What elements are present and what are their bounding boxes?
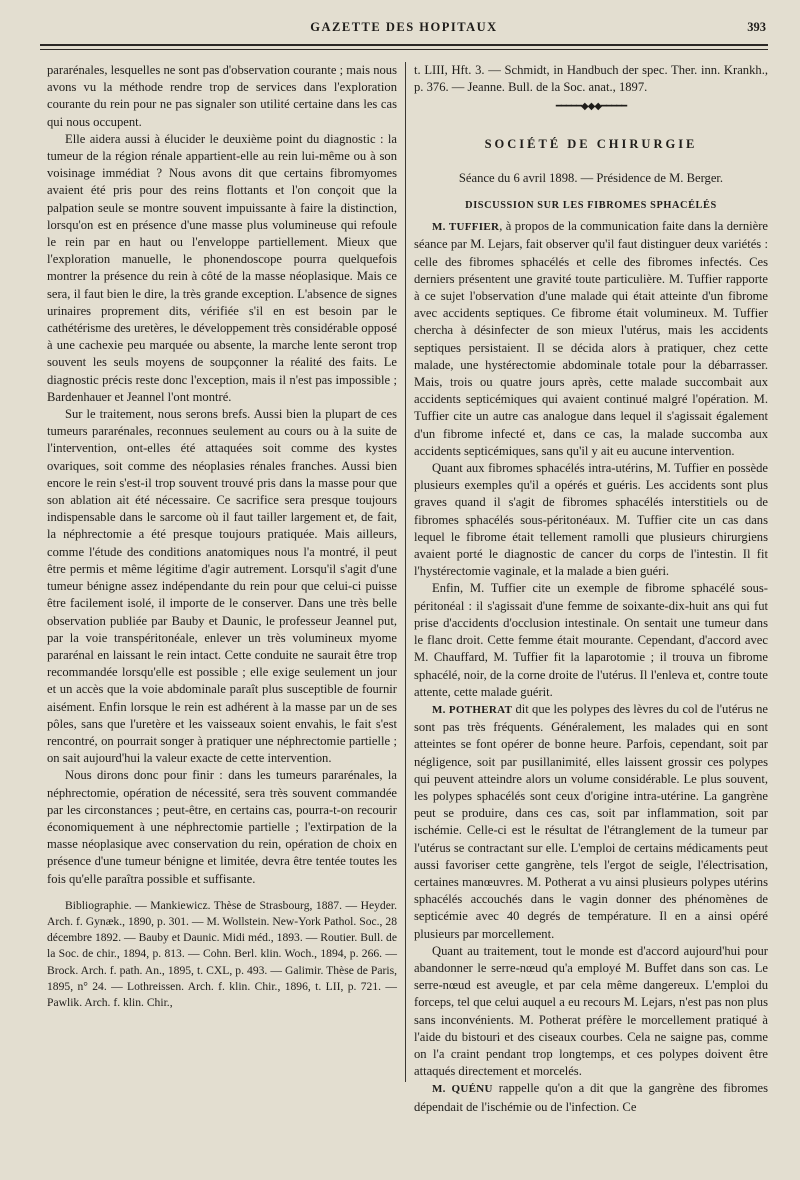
- page-header: [40, 20, 768, 38]
- column-divider: [405, 62, 406, 1082]
- paragraph: [414, 701, 768, 943]
- paragraph: pararénales, lesquelles ne sont pas d'observation courante ; mais nous avons vu la méthode rendre trop de services dans l'exploration courante du rein pour ne pas signaler son utilité certaine dans les cas qui nous occupent.: [47, 63, 397, 129]
- header-rule-thin: [40, 49, 768, 50]
- bibliography-continued: t. LIII, Hft. 3. — Schmidt, in Handbuch der spec. Ther. inn. Krankh., p. 376. — Jeanne. Bull. de la Soc. anat., 1897.: [414, 63, 768, 95]
- paragraph: Sur le traitement, nous serons brefs. Aussi bien la plupart de ces tumeurs pararénales, reconnues seulement au cours ou à la suite de l'intervention, ont-elles été attaquées soit comme des kystes ovariques, soit comme des néoplasies rénales franches. Aussi bien encore le rein s'est-il trop souvent trouvé pris dans la masse pour que son ablation ait été nécessaire. Ce sacrifice sera presque toujours indispensable dans le sarcome où il faut tailler largement et, de fait, la néphrectomie a été presque toujours pratiquée. Mais ailleurs, comme l'étude des conditions anatomiques nous l'a montré, il peut être permis et même légitime d'agir autrement. Lorsqu'il s'agit d'une tumeur bénigne assez indépendante du rein pour que celui-ci puisse être facilement isolé, il importe de le conserver. Dans une très belle observation publiée par Bauby et Daunic, le professeur Jeannel put, par la voie transpéritonéale, enlever un très volumineux myome pararénal en laissant le rein intact. Cette conduite ne saurait être trop recommandée lorsqu'elle est possible ; elle exige seulement un jour et un accès que la voie abdominale paraît plus susceptible de fournir aisément. Enfin lorsque le rein est adhérent à la masse par un de ses pôles, sans que l'uretère et les vaisseaux soient envahis, le fait s'est rencontré, on pourrait songer à pratiquer une néphrectomie partielle ; on sait aujourd'hui la valeur exacte de cette intervention.: [47, 407, 397, 766]
- paragraph: [414, 1080, 768, 1115]
- header-rule-thick: [40, 44, 768, 46]
- journal-title: GAZETTE DES HOPITAUX: [310, 20, 498, 34]
- paragraph: Elle aidera aussi à élucider le deuxième point du diagnostic : la tumeur de la région rénale appartient-elle au rein lui-même ou à son voisinage immédiat ? Nous avons dit que certains fibromyomes avaient été pris pour des reins flottants et l'on conçoit que la palpation seule se montre souvent impuissante à faire la distinction, lorsqu'on est en présence d'une masse plus volumineuse qui refoule le rein par en haut ou l'enveloppe partiellement. Mieux que l'exploration manuelle, le phonendoscope pourra quelquefois montrer la présence du rein à côté de la masse néoplasique. Mais ce sera, il faut bien le dire, la très grande exception. L'absence de signes urinaires proprement dits, vérifiée s'il en est besoin par le cathétérisme des uretères, le développement très considérable opposé à une cachexie peu marquée ou absente, la marche lente seront trop souvent les seuls moyens de soupçonner la réalité des faits. Le diagnostic précis reste donc l'exception, mais il n'est pas impossible ; Bardenhauer et Jeannel l'ont montré.: [47, 131, 397, 404]
- paragraph: Quant au traitement, tout le monde est d'accord aujourd'hui pour abandonner le serre-nœud qu'a employé M. Buffet dans son cas. Le serre-nœud est aveugle, et par cela même dangereux. L'emploi du forceps, tel que celui auquel a eu recours M. Lejars, n'est pas non plus sans inconvénients. M. Potherat préfère le morcellement pratiqué à l'aide du bistouri et des ciseaux courbes. Cela ne saigne pas, comme on l'a craint pendant trop longtemps, et ces polypes doivent être attaqués directement et morcelés.: [414, 943, 768, 1079]
- paragraph: Enfin, M. Tuffier cite un exemple de fibrome sphacélé sous-péritonéal : il s'agissait d'une femme de soixante-dix-huit ans qui fut prise d'accidents d'occlusion intestinale. On sentait une tumeur dans le flanc droit. Cette femme était mourante. Cependant, d'accord avec M. Chauffard, M. Tuffier fit la laparotomie ; il trouva un fibrome sphacélé, noir, de la corne droite de l'utérus. Il l'enleva et, contre toute attente, cette malade guérit.: [414, 581, 768, 699]
- section-title: SOCIÉTÉ DE CHIRURGIE: [484, 136, 698, 151]
- section-separator: ━━━━━◆◆◆━━━━━: [555, 101, 627, 113]
- paragraph-text: rappelle qu'on a dit que la gangrène des fibromes dépendait de l'ischémie ou de l'infection. Ce: [414, 1081, 768, 1114]
- paragraph: [414, 218, 768, 460]
- paragraph: Quant aux fibromes sphacélés intra-utérins, M. Tuffier en possède plusieurs exemples qu'il a opérés et guéris. Les accidents sont plus graves quand il s'agit de fibromes sphacélés interstitiels ou de fibromes sphacélés sous-péritonéaux. M. Tuffier cite un cas dans lequel le fibrome était tellement ramolli que plusieurs chirurgiens avaient porté le diagnostic de cancer du corps de l'intestin. Il fit l'hystérectomie vaginale, et la malade a bien guéri.: [414, 461, 768, 579]
- paragraph: Nous dirons donc pour finir : dans les tumeurs pararénales, la néphrectomie, opération de nécessité, sera très souvent commandée par les circonstances ; peut-être, en certains cas, pourra-t-on recourir économiquement à une néphrectomie partielle ; l'extirpation de la masse néoplasique avec conservation du rein, opération de choix en présence d'une tumeur bénigne et limitée, devra être tentée toutes les fois qu'elle paraîtra possible et suffisante.: [47, 768, 397, 886]
- discussion-title: DISCUSSION SUR LES FIBROMES SPHACÉLÉS: [465, 200, 717, 212]
- speaker-name: M. TUFFIER: [432, 221, 500, 234]
- speaker-name: M. QUÉNU: [432, 1083, 493, 1096]
- right-column: [414, 62, 768, 1116]
- paragraph-text: , à propos de la communication faite dans la dernière séance par M. Lejars, fait observer qu'il faut distinguer deux variétés : celle des fibromes sphacélés et celle des fibromes infectés. Ces derniers présentent une gravité toute particulière. M. Tuffier rapporte à ce sujet l'observation d'une malade qui était atteinte d'un fibrome avec accidents septiques. Ce fibrome était volumineux. M. Tuffier chercha à désinfecter de son mieux l'utérus, mais les accidents septiques persistaient. Il se décida alors à pratiquer, chez cette malade, une hystérectomie abdominale totale pour la débarrasser. Mais, trois ou quatre jours après, cette malade succombait aux accidents septicémiques qui avaient continué malgré l'opération. M. Tuffier cite un autre cas analogue dans lequel il s'agissait également d'un fibrome infecté et, dans ce cas, la malade succomba aux accidents septicémiques, sans qu'il y ait eu aucune intervention.: [414, 219, 769, 458]
- page-number: 393: [747, 20, 766, 34]
- paragraph-text: dit que les polypes des lèvres du col de l'utérus ne sont pas très fréquents. Généralement, les malades qui en sont atteintes se font opérer de bonne heure. Parfois, cependant, soit par négligence, soit par pusillanimité, elles laissent grossir ces polypes qui peuvent atteindre alors un volume considérable. Le plus souvent, les polypes sphacélés sont ceux d'origine intra-utérine. La gangrène peut se produire, dans ces cas, soit par inflammation, soit par ischémie. Celle-ci est le résultat de l'étranglement de la tumeur par l'utérus se contractant sur elle. L'emploi de certains médicaments peut aussi favoriser cette gangrène, tels l'ergot de seigle, l'électrisation, certaines manœuvres. M. Potherat a vu ainsi plusieurs polypes utérins sphacélés accouchés dans le vagin donner des phénomènes de septicémie avec 40 degrés de température. Il en a ainsi opéré plusieurs par morcellement.: [414, 701, 768, 941]
- bibliography: Bibliographie. — Mankiewicz. Thèse de Strasbourg, 1887. — Heyder. Arch. f. Gynæk., 1890, p. 301. — M. Wollstein. New-York Pathol. Soc., 28 décembre 1892. — Bauby et Daunic. Midi méd., 1893. — Routier. Bull. de la Soc. de chir., 1894, p. 813. — Cohn. Berl. klin. Woch., 1894, p. 266. — Brock. Arch. f. path. An., 1895, t. CXL, p. 493. — Galimir. Thèse de Paris, 1895, n° 24. — Lothreissen. Arch. f. klin. Chir., 1896, t. LII, p. 721. — Pawlik. Arch. f. klin. Chir.,: [47, 898, 397, 1009]
- speaker-name: M. POTHERAT: [432, 703, 513, 716]
- left-column: [47, 62, 397, 1011]
- seance-line: Séance du 6 avril 1898. — Présidence de M. Berger.: [458, 170, 724, 185]
